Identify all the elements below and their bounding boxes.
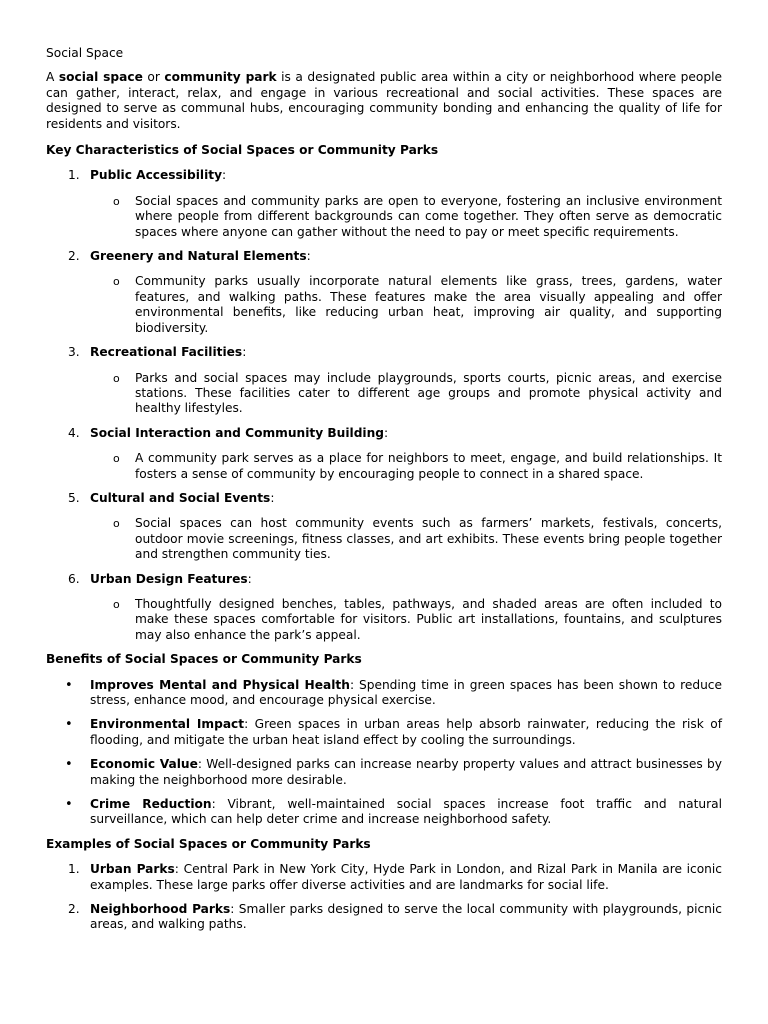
- item-title: Urban Parks: [90, 862, 175, 877]
- sub-list-item: [90, 451, 722, 482]
- sub-list: [90, 597, 722, 643]
- item-detail: : Smaller parks designed to serve the local community with playgrounds, picnic areas, and walking paths.: [90, 902, 722, 932]
- intro-text-3: is a designated public area within a city or neighborhood where people can gather, interact, relax, and engage in various recreational and social activities. These spaces are designed to serve as communal hubs, encouraging community bonding and enhancing the quality of life for residents and visitors.: [46, 70, 722, 131]
- item-detail: : Vibrant, well-maintained social spaces increase foot traffic and natural surveillance, which can help deter crime and increase neighborhood safety.: [90, 797, 722, 827]
- hollow-bullet-icon: o: [113, 194, 120, 208]
- item-title: Neighborhood Parks: [90, 902, 231, 917]
- item-heading: [90, 249, 722, 264]
- characteristics-list: [46, 168, 722, 643]
- list-number: 1.: [68, 168, 80, 183]
- list-item: [46, 717, 722, 748]
- item-title: Crime Reduction: [90, 797, 212, 812]
- item-title-colon: :: [222, 168, 227, 183]
- bullet-icon: •: [65, 797, 73, 813]
- item-title: Public Accessibility: [90, 168, 223, 183]
- bullet-icon: •: [65, 757, 73, 773]
- list-item: [46, 249, 722, 336]
- hollow-bullet-icon: o: [113, 517, 120, 531]
- hollow-bullet-icon: o: [113, 371, 120, 385]
- sub-list: [90, 274, 722, 336]
- list-item: [46, 426, 722, 482]
- item-detail: Social spaces can host community events such as farmers’ markets, festivals, concerts, outdoor movie screenings, fitness classes, and art exhibits. These events bring people together and strengthen community ties.: [135, 516, 722, 562]
- intro-text-2: or: [142, 70, 165, 85]
- item-detail: Community parks usually incorporate natural elements like grass, trees, gardens, water features, and walking paths. These features make the area visually appealing and offer environmental benefits, like reducing urban heat, improving air quality, and supporting biodiversity.: [135, 274, 722, 335]
- item-title: Greenery and Natural Elements: [90, 249, 307, 264]
- hollow-bullet-icon: o: [113, 597, 120, 611]
- item-title: Improves Mental and Physical Health: [90, 677, 350, 692]
- list-item: [46, 757, 722, 788]
- item-title: Social Interaction and Community Building: [90, 425, 385, 440]
- intro-term-community-park: community park: [164, 70, 277, 85]
- item-title: Economic Value: [90, 757, 198, 772]
- item-title-colon: :: [306, 249, 311, 264]
- item-detail: Parks and social spaces may include playgrounds, sports courts, picnic areas, and exercise stations. These facilities cater to different age groups and promote physical activity and healthy lifestyles.: [135, 370, 722, 416]
- item-detail: : Well-designed parks can increase nearby property values and attract businesses by making the neighborhood more desirable.: [90, 757, 722, 787]
- list-number: 1.: [68, 862, 80, 877]
- item-detail: : Spending time in green spaces has been shown to reduce stress, enhance mood, and encourage physical exercise.: [90, 677, 722, 707]
- sub-list: [90, 371, 722, 417]
- item-heading: [90, 168, 722, 183]
- document-title: Social Space: [46, 46, 124, 60]
- list-item: [46, 572, 722, 644]
- item-title-colon: :: [384, 425, 389, 440]
- list-number: 2.: [68, 902, 80, 917]
- list-item: [46, 797, 722, 828]
- bullet-icon: •: [65, 677, 73, 693]
- item-title-colon: :: [247, 571, 252, 586]
- list-number: 2.: [68, 249, 80, 264]
- sub-list-item: [90, 274, 722, 336]
- item-title: Recreational Facilities: [90, 345, 243, 360]
- sub-list: [90, 451, 722, 482]
- item-heading: [90, 491, 722, 506]
- list-item: [46, 168, 722, 240]
- list-number: 6.: [68, 571, 80, 586]
- intro-text-1: A: [46, 70, 59, 85]
- list-item: [46, 902, 722, 933]
- characteristics-heading: Key Characteristics of Social Spaces or Community Parks: [46, 143, 439, 158]
- list-item: [46, 678, 722, 709]
- item-title: Environmental Impact: [90, 717, 245, 732]
- item-heading: [90, 345, 722, 360]
- sub-list: [90, 516, 722, 562]
- item-detail: A community park serves as a place for neighbors to meet, engage, and build relationships. It fosters a sense of community by encouraging people to connect in a shared space.: [135, 451, 722, 481]
- sub-list: [90, 194, 722, 240]
- list-item: [46, 862, 722, 893]
- list-number: 4.: [68, 425, 80, 440]
- hollow-bullet-icon: o: [113, 452, 120, 466]
- examples-heading: Examples of Social Spaces or Community Parks: [46, 836, 371, 851]
- examples-list: [46, 862, 722, 933]
- list-item: [46, 491, 722, 563]
- sub-list-item: [90, 371, 722, 417]
- item-title: Urban Design Features: [90, 571, 248, 586]
- bullet-icon: •: [65, 717, 73, 733]
- sub-list-item: [90, 516, 722, 562]
- list-number: 5.: [68, 490, 80, 505]
- benefits-list: [46, 678, 722, 828]
- intro-paragraph: [46, 70, 722, 132]
- item-detail: Thoughtfully designed benches, tables, pathways, and shaded areas are often included to make these spaces comfortable for visitors. Public art installations, fountains, and sculptures may also enhance the park’s appeal.: [135, 596, 722, 642]
- item-detail: Social spaces and community parks are open to everyone, fostering an inclusive environment where people from different backgrounds can come together. They often serve as democratic spaces where anyone can gather without the need to pay or meet specific requirements.: [135, 193, 722, 239]
- list-item: [46, 345, 722, 417]
- item-heading: [90, 426, 722, 441]
- list-number: 3.: [68, 345, 80, 360]
- item-title-colon: :: [242, 345, 247, 360]
- intro-term-social-space: social space: [58, 70, 143, 85]
- sub-list-item: [90, 194, 722, 240]
- item-detail: : Central Park in New York City, Hyde Park in London, and Rizal Park in Manila are iconic examples. These large parks offer diverse activities and are landmarks for social life.: [90, 862, 722, 892]
- hollow-bullet-icon: o: [113, 275, 120, 289]
- item-heading: [90, 572, 722, 587]
- benefits-heading: Benefits of Social Spaces or Community Parks: [46, 652, 362, 667]
- item-title-colon: :: [270, 490, 275, 505]
- item-title: Cultural and Social Events: [90, 490, 271, 505]
- sub-list-item: [90, 597, 722, 643]
- item-detail: : Green spaces in urban areas help absorb rainwater, reducing the risk of flooding, and mitigate the urban heat island effect by cooling the surroundings.: [90, 717, 723, 747]
